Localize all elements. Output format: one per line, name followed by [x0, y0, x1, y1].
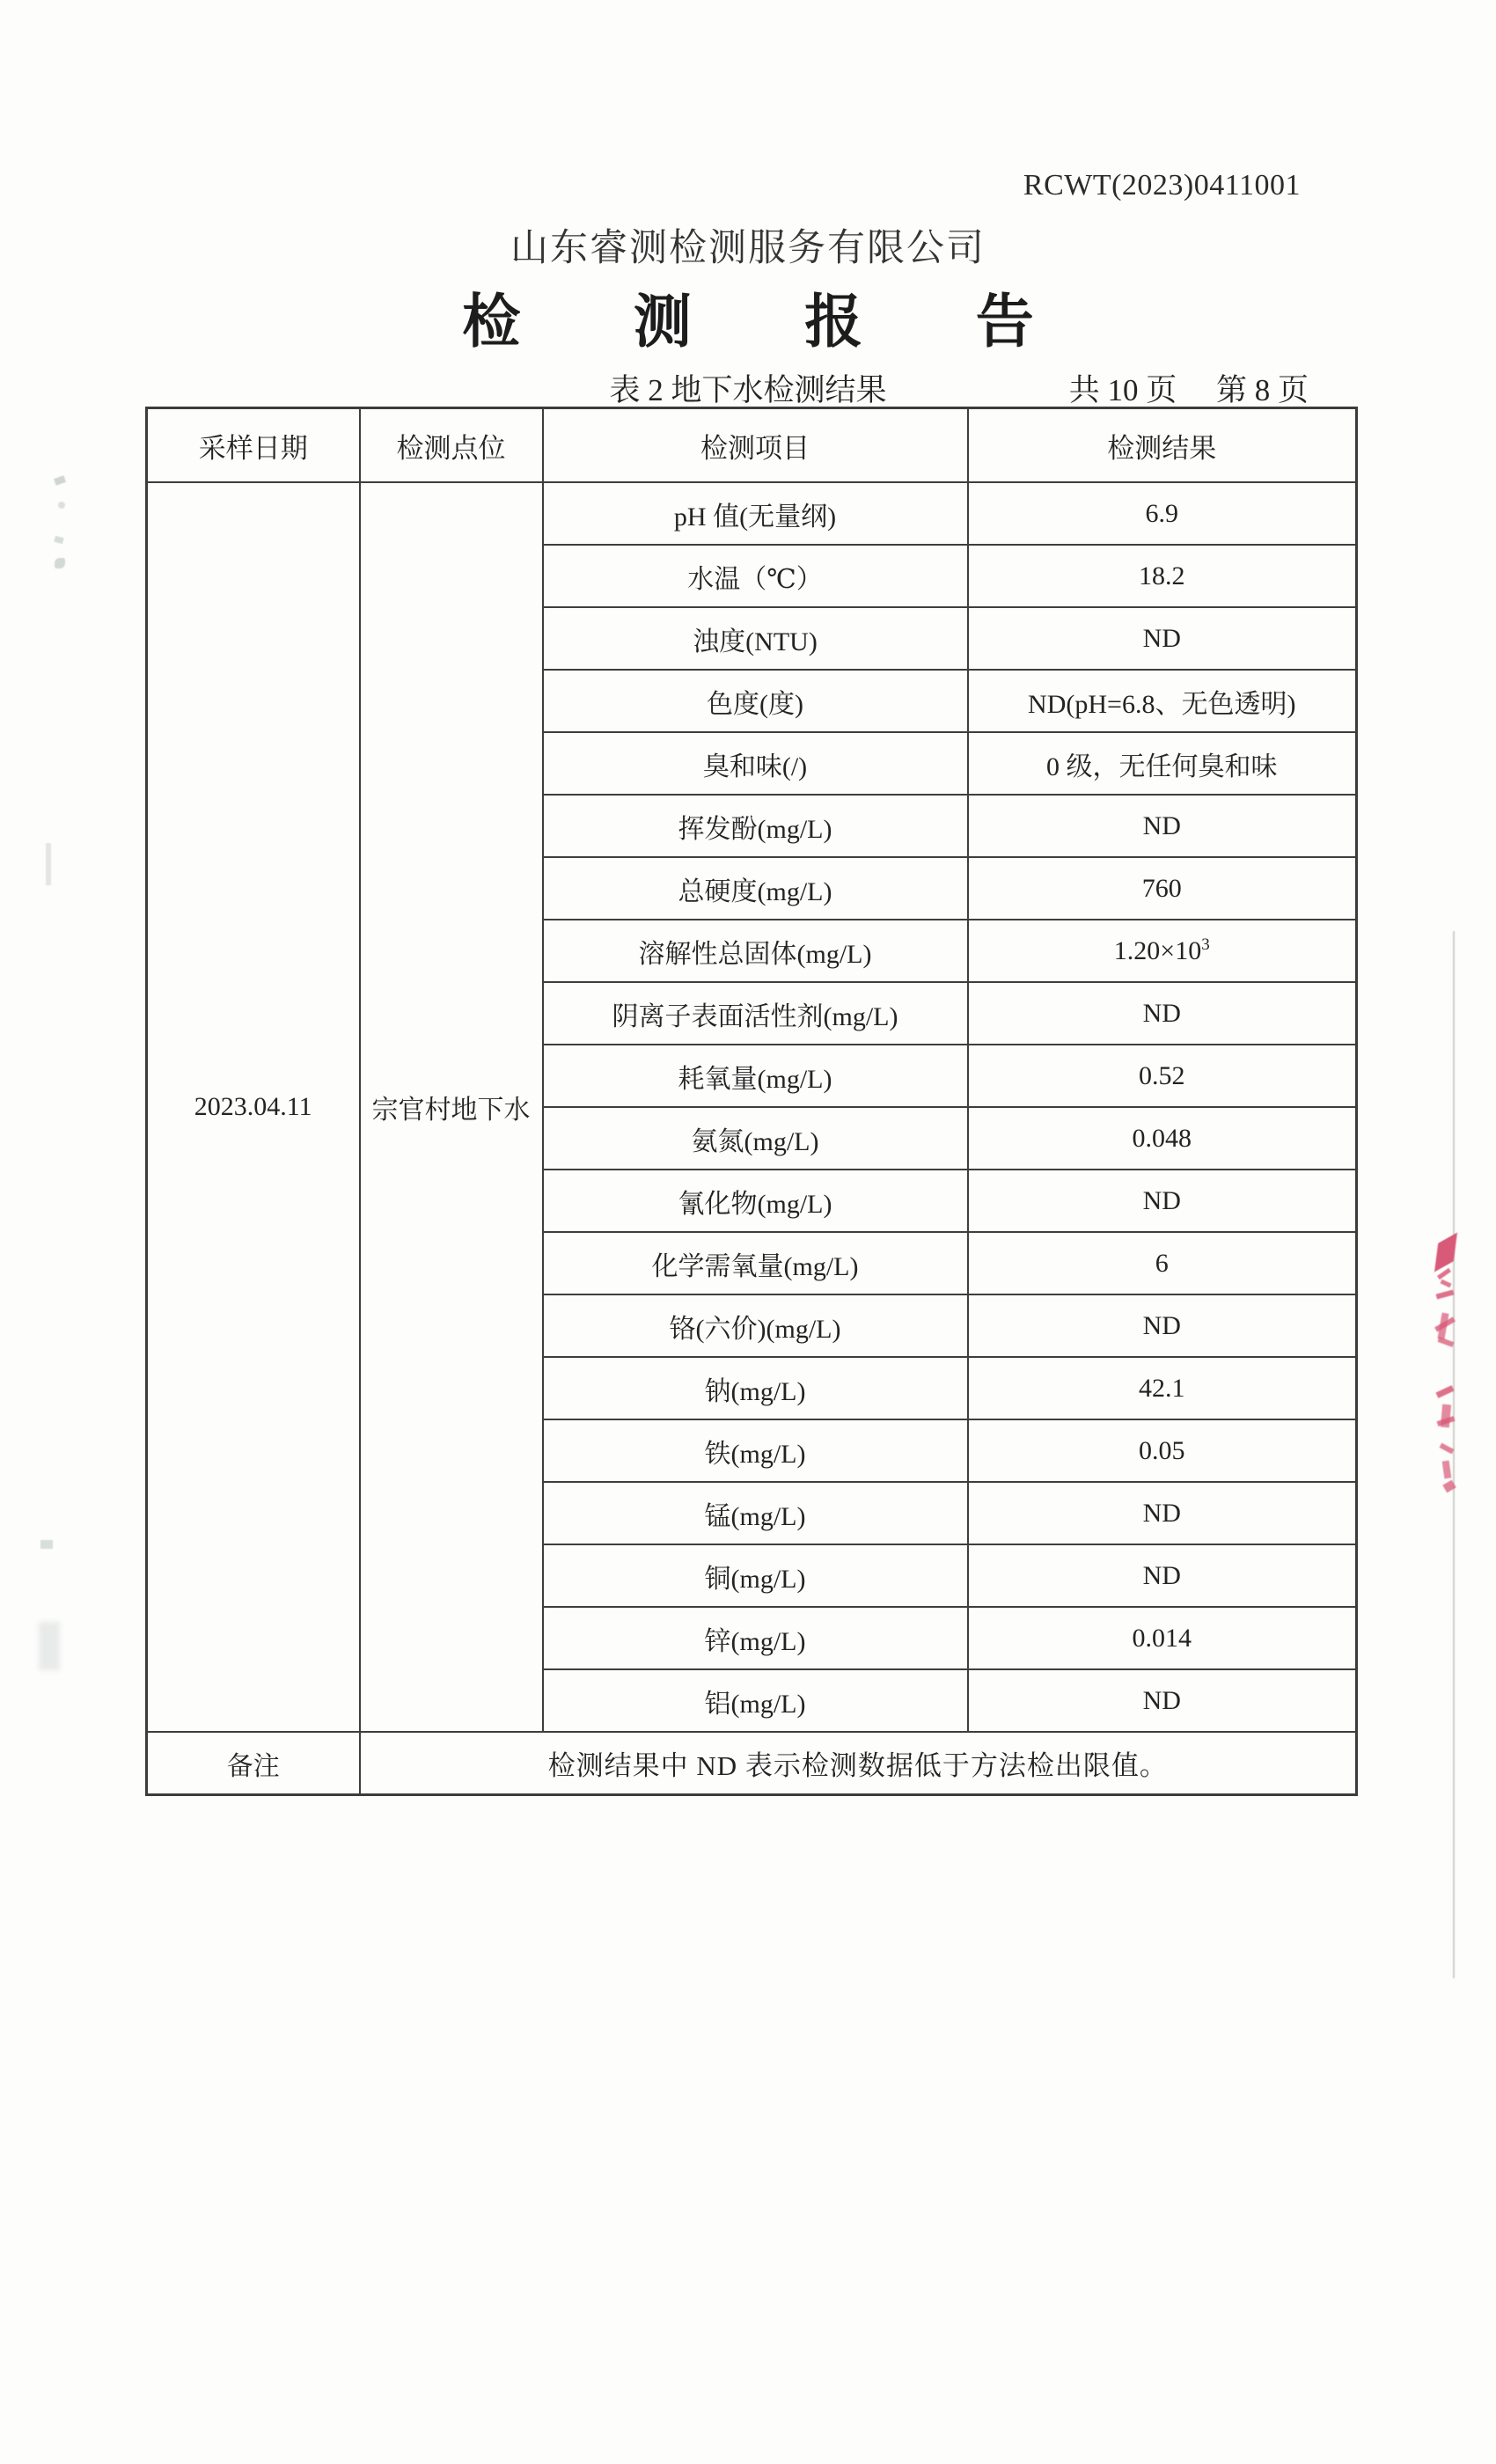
item-cell: 耗氧量(mg/L)	[543, 1045, 968, 1107]
item-cell: 溶解性总固体(mg/L)	[543, 920, 968, 982]
item-cell: 铝(mg/L)	[543, 1669, 968, 1732]
scan-smudge	[39, 1622, 60, 1670]
stamp-fragment	[1441, 1404, 1451, 1428]
result-cell: 42.1	[968, 1357, 1357, 1419]
scan-smudge	[58, 502, 65, 509]
scan-smudge	[40, 1540, 53, 1549]
page-info	[1069, 366, 1309, 410]
item-cell: 锰(mg/L)	[543, 1482, 968, 1544]
result-cell: ND	[968, 1170, 1357, 1232]
result-cell: ND	[968, 795, 1357, 857]
header-test-result: 检测结果	[968, 408, 1357, 483]
stamp-fragment	[1435, 1385, 1454, 1398]
item-cell: 挥发酚(mg/L)	[543, 795, 968, 857]
header-row	[147, 408, 1357, 483]
item-cell: 氰化物(mg/L)	[543, 1170, 968, 1232]
company-name: 山东睿测检测服务有限公司	[510, 228, 986, 269]
stamp-fragment	[1441, 1280, 1452, 1288]
scan-smudge	[54, 475, 66, 486]
stamp-fragment	[1440, 1443, 1455, 1455]
header-sample-date: 采样日期	[147, 408, 360, 483]
stamp-fragment	[1434, 1233, 1457, 1272]
item-cell: 氨氮(mg/L)	[543, 1107, 968, 1170]
result-cell: ND	[968, 982, 1357, 1045]
result-cell: 0.05	[968, 1419, 1357, 1482]
item-cell: 总硬度(mg/L)	[543, 857, 968, 920]
remark-row	[147, 1732, 1357, 1795]
stamp-fragment	[1436, 1290, 1455, 1300]
result-cell: 0.52	[968, 1045, 1357, 1107]
result-cell: ND	[968, 1482, 1357, 1544]
remark-label-cell: 备注	[147, 1732, 360, 1795]
sample-point-cell: 宗官村地下水	[360, 482, 543, 1732]
result-cell: 760	[968, 857, 1357, 920]
report-title: 检 测 报 告	[462, 290, 1083, 355]
item-cell: 化学需氧量(mg/L)	[543, 1232, 968, 1294]
report-number: RCWT(2023)0411001	[1023, 169, 1301, 202]
scan-smudge	[46, 843, 51, 885]
header-test-item: 检测项目	[543, 408, 968, 483]
item-cell: 钠(mg/L)	[543, 1357, 968, 1419]
result-cell: $1.20\times 10^3$	[968, 920, 1357, 982]
result-exponent: 3	[1201, 935, 1210, 954]
stamp-fragment	[1437, 1313, 1448, 1340]
item-cell: 水温（℃）	[543, 545, 968, 607]
stamp-fragment	[1442, 1461, 1452, 1479]
stamp-fragment	[1442, 1480, 1456, 1493]
item-cell: pH 值(无量纲)	[543, 482, 968, 545]
caption-row	[0, 366, 1496, 407]
result-cell: ND	[968, 1294, 1357, 1357]
stamp-fragment	[1437, 1416, 1456, 1426]
result-cell: 0.014	[968, 1607, 1357, 1669]
item-cell: 铬(六价)(mg/L)	[543, 1294, 968, 1357]
result-cell: 0.048	[968, 1107, 1357, 1170]
item-cell: 浊度(NTU)	[543, 607, 968, 670]
item-cell: 臭和味(/)	[543, 732, 968, 795]
page-current: 第 8 页	[1215, 373, 1309, 407]
results-tbody	[147, 482, 1357, 1795]
item-cell: 铜(mg/L)	[543, 1544, 968, 1607]
stamp-fragment	[1437, 1268, 1451, 1280]
item-cell: 铁(mg/L)	[543, 1419, 968, 1482]
stamp-fragment	[1438, 1337, 1455, 1347]
remark-text-cell: 检测结果中 ND 表示检测数据低于方法检出限值。	[360, 1732, 1357, 1795]
page-total: 共 10 页	[1068, 373, 1177, 407]
header-sample-point: 检测点位	[360, 408, 543, 483]
scan-smudge	[55, 558, 65, 568]
result-cell: 0 级，无任何臭和味	[968, 732, 1357, 795]
result-cell: 6	[968, 1232, 1357, 1294]
item-cell: 色度(度)	[543, 670, 968, 732]
result-cell: 6.9	[968, 482, 1357, 545]
result-cell: ND(pH=6.8、无色透明)	[968, 670, 1357, 732]
result-cell: ND	[968, 607, 1357, 670]
result-cell: ND	[968, 1669, 1357, 1732]
item-cell: 锌(mg/L)	[543, 1607, 968, 1669]
results-table	[145, 407, 1358, 1796]
result-cell: 18.2	[968, 545, 1357, 607]
table-row	[147, 482, 1357, 545]
table-caption: 表 2 地下水检测结果	[609, 373, 887, 407]
result-cell: ND	[968, 1544, 1357, 1607]
scan-page-edge-line	[1453, 931, 1455, 1978]
item-cell: 阴离子表面活性剂(mg/L)	[543, 982, 968, 1045]
sample-date-cell: 2023.04.11	[147, 482, 360, 1732]
stamp-fragment	[1434, 1316, 1456, 1331]
scan-smudge	[54, 536, 63, 544]
